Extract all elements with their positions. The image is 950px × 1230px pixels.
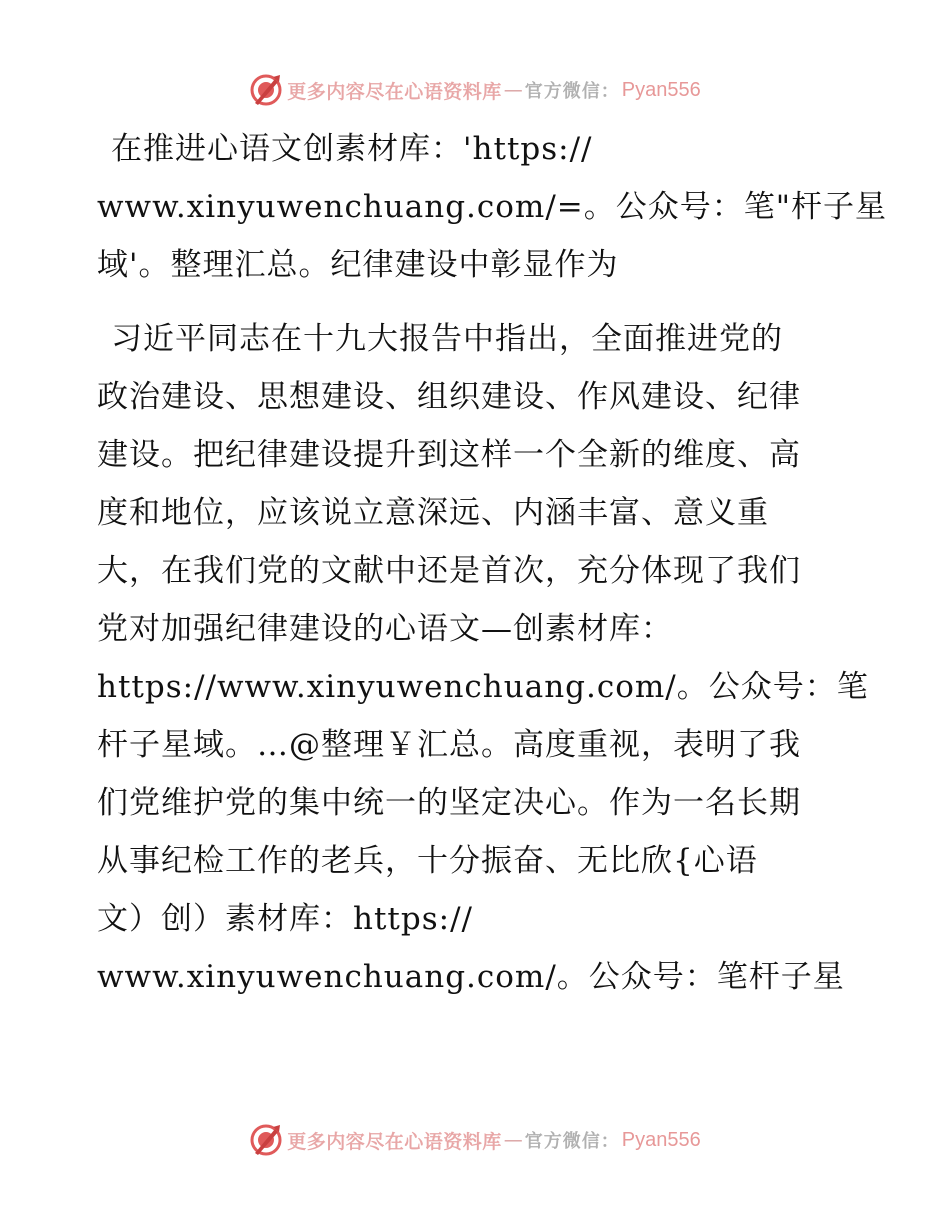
text-line: 在推进心语文创素材库：'https://: [111, 131, 593, 167]
text-line: 大，在我们党的文献中还是首次，充分体现了我们: [97, 553, 801, 589]
paragraph-1: [97, 120, 888, 294]
text-line: 文）创）素材库：https://: [97, 901, 473, 937]
text-line: www.xinyuwenchuang.com/=。公众号：笔"杆子星: [97, 189, 888, 225]
banner-dash: —: [503, 1129, 523, 1151]
quill-seal-icon: [249, 1123, 283, 1157]
paragraph-2: [97, 310, 869, 1006]
banner-wechat-label: 官方微信：: [524, 1131, 620, 1152]
header-watermark-banner: [0, 72, 950, 108]
banner-slogan: 更多内容尽在心语资料库: [287, 1130, 502, 1153]
banner-dash: —: [503, 79, 523, 101]
text-line: 从事纪检工作的老兵，十分振奋、无比欣{心语: [97, 843, 758, 879]
text-line: www.xinyuwenchuang.com/。公众号：笔杆子星: [97, 959, 845, 995]
quill-seal-icon: [249, 73, 283, 107]
text-line: 们党维护党的集中统一的坚定决心。作为一名长期: [97, 785, 801, 821]
text-line: 习近平同志在十九大报告中指出，全面推进党的: [111, 321, 783, 357]
text-line: 党对加强纪律建设的心语文—创素材库：: [97, 611, 673, 647]
document-body: [97, 120, 888, 1006]
banner-wechat-label: 官方微信：: [524, 81, 620, 102]
banner-wechat-id: Pyan556: [621, 78, 701, 101]
text-line: 度和地位，应该说立意深远、内涵丰富、意义重: [97, 495, 769, 531]
text-line: https://www.xinyuwenchuang.com/。公众号：笔: [97, 669, 869, 705]
text-line: 建设。把纪律建设提升到这样一个全新的维度、高: [97, 437, 801, 473]
footer-watermark-banner: [0, 1122, 950, 1158]
banner-slogan: 更多内容尽在心语资料库: [287, 80, 502, 103]
text-line: 政治建设、思想建设、组织建设、作风建设、纪律: [97, 379, 801, 415]
text-line: 杆子星域。…@整理￥汇总。高度重视，表明了我: [97, 727, 801, 763]
banner-wechat-id: Pyan556: [621, 1128, 701, 1151]
text-line: 域'。整理汇总。纪律建设中彰显作为: [97, 247, 619, 283]
